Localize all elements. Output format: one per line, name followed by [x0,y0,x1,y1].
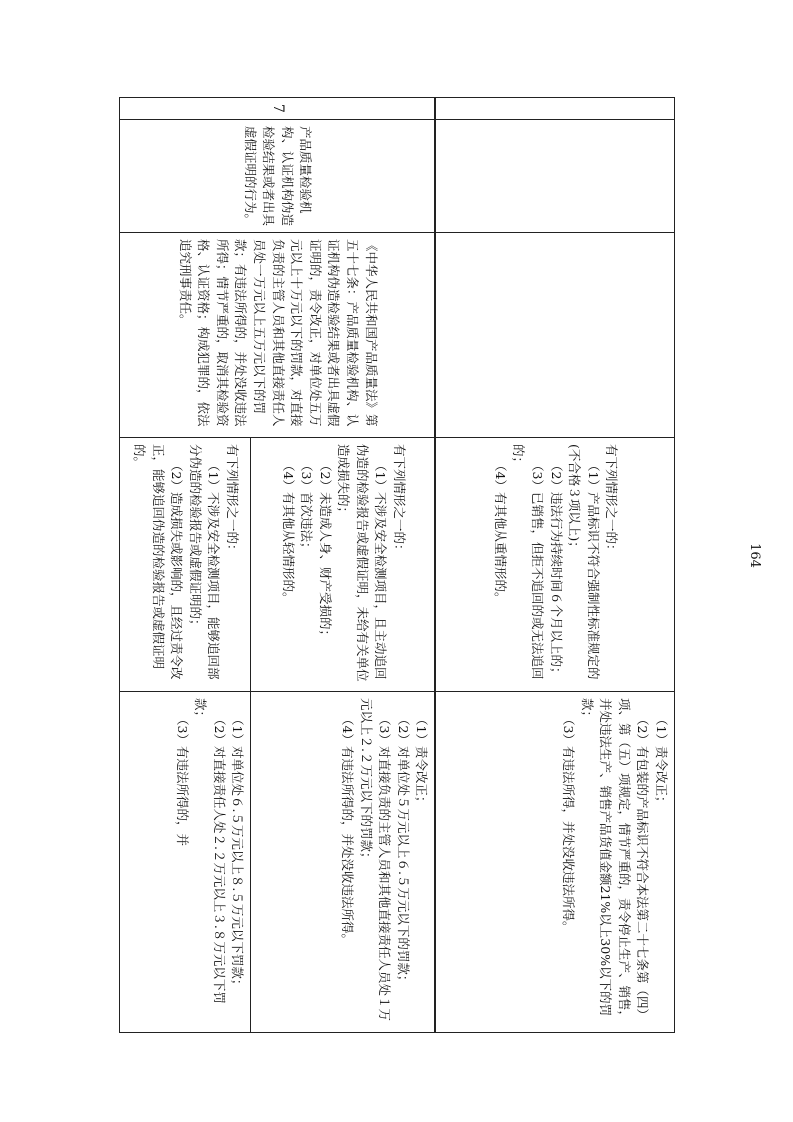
light-penalty [252,692,435,1032]
rotated-page [120,97,675,1032]
legal-basis [436,233,675,438]
mid-penalty-item-3: （3）有违法所得的，并 [174,713,190,846]
light-circumstance-lead: 有下列情形之一的： [392,444,408,557]
violation-behavior: 产品质量检验机构、认证机构伪造检验结果或者出具虚假证明的行为。 [120,120,436,233]
circumstance-item-2: （2）违法行为持续时间６个月以上的； [548,459,564,680]
page-number: 164 [746,543,762,568]
violation-behavior [436,120,675,233]
light-circumstance [252,438,435,691]
penalty-cell [120,692,436,1033]
light-penalty-item-4: （4）有违法所得的，并处没收违法所得。 [340,713,356,946]
penalty-item-2: （2）有包装的产品标识不符合本法第二十七条第（四）项、第（五）项规定，情节严重的，责令停止生产、销售，并处违法生产、销售产品货值金额21%以上30%以下的罚款； [579,698,651,1024]
circumstance-item-3: （3）已销售，但拒不追回的或无法追回的； [511,444,545,680]
mid-circumstance-lead: 有下列情形之一的： [225,444,241,557]
circumstance-lead: 有下列情形之一的： [604,444,620,557]
light-circumstance-item-4: （4）有其他从轻情形的。 [280,459,296,605]
penalty-table [119,97,675,1033]
light-penalty-item-1: （1）责令改正； [414,713,430,809]
table-row [436,98,675,1033]
circumstance-item-1: （1）产品标识不符合强制性标准规定的(不合格３项以上)； [567,444,601,680]
penalty-item-3: （3）有违法所得，并处没收违法所得。 [561,713,577,934]
light-circumstance-item-2: （2）未造成人身、财产受损的； [317,459,333,642]
table-row [120,98,436,1033]
circumstance-cell [120,438,436,692]
light-penalty-item-3: （3）对直接负责的主管人员和其他直接责任人员处１万元以上２.２万元以下的罚款； [358,698,393,1021]
severe-penalty-cell [436,692,675,1033]
mid-circumstance [120,438,252,691]
severe-circumstance-cell [436,438,675,692]
penalty-item-1: （1）责令改正； [654,713,669,809]
legal-basis: 《中华人民共和国产品质量法》第五十七条：产品质量检验机构、认证机构伪造检验结果或者出具虚假证明的，责令改正，对单位处五万元以上十万元以下的罚款，对直接负责的主管人员和其他直接责任人员处一万元以上五万元以下的罚款；有违法所得的，并处没收违法所得；情节严重的，取消其检验资格、认证资格；构成犯罪的，依法追究刑事责任。 [120,233,436,438]
row-number: 7 [120,98,436,120]
circumstance-item-4: （4）有其他从重情形的。 [492,459,508,605]
mid-penalty [120,692,252,1032]
light-circumstance-item-1: （1）不涉及安全检测项目，且主动追回伪造的检验报告或虚假证明，未给有关单位造成损失的； [336,444,389,682]
mid-penalty-item-2: （2）对直接责任人处２.２万元以上３.８万元以下罚款； [193,698,227,1004]
light-circumstance-item-3: （3）首次违法； [299,459,315,555]
row-number [436,98,675,120]
mid-circumstance-item-1: （1）不涉及安全检测项目，能够追回部分伪造的检验报告或虚假证明的； [187,444,222,680]
mid-circumstance-item-2: （2）造成损失或影响的，且经过责令改正，能够追回伪造的检验报告或虚假证明的。 [132,444,185,680]
light-penalty-item-2: （2）对单位处５万元以上６.５万元以下的罚款； [395,713,411,988]
mid-penalty-item-1: （1）对单位处６.５万元以上８.５万元以下罚款； [230,713,246,992]
